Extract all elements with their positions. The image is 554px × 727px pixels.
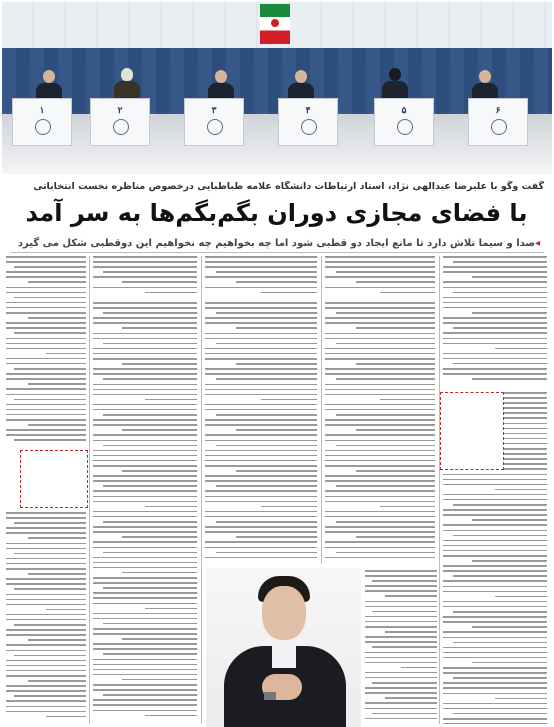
debate-stage-photo	[2, 2, 552, 174]
podium	[468, 98, 528, 146]
body-column-1-top	[6, 256, 86, 446]
podium-number: ۶	[495, 105, 501, 115]
intro-column-right	[443, 256, 547, 386]
podium-logo-icon	[113, 119, 129, 135]
podium-number: ۵	[401, 105, 407, 115]
body-column-1-bottom	[6, 512, 86, 724]
column-divider	[439, 256, 440, 724]
body-column-3	[205, 302, 317, 564]
podium-logo-icon	[301, 119, 317, 135]
podium	[90, 98, 150, 146]
body-column-2	[93, 302, 197, 724]
podium-logo-icon	[207, 119, 223, 135]
podium-number: ۴	[305, 105, 311, 115]
podium	[184, 98, 244, 146]
article-kicker: گفت وگو با علیرضا عبدالهی نژاد، استاد ارتباطات دانشگاه علامه طباطبایی درخصوص مناظره نخست انتخاباتی	[33, 181, 544, 192]
podium-number: ۱	[39, 105, 45, 115]
lead-paragraph-left	[93, 256, 197, 296]
wristwatch-icon	[264, 692, 276, 700]
article-deck	[14, 238, 544, 249]
body-column-4-bottom	[365, 570, 437, 724]
article-headline: با فضای مجازی دوران بگم‌بگم‌ها به سر آمد	[25, 199, 528, 227]
iran-flag-icon	[260, 4, 290, 44]
podium	[374, 98, 434, 146]
podium-logo-icon	[491, 119, 507, 135]
column-divider	[201, 256, 202, 724]
podium-number: ۳	[211, 105, 217, 115]
pull-quote-left	[20, 450, 88, 508]
column-divider	[89, 256, 90, 724]
interviewee-portrait	[206, 568, 361, 727]
pull-quote-right	[440, 392, 504, 470]
podium	[278, 98, 338, 146]
podium-number: ۲	[117, 105, 123, 115]
header-divider	[10, 252, 544, 253]
body-column-4	[325, 302, 435, 564]
podium-logo-icon	[35, 119, 51, 135]
lead-paragraph-center-right	[325, 256, 435, 296]
podium	[12, 98, 72, 146]
podium-logo-icon	[397, 119, 413, 135]
lead-paragraph-center-left	[205, 256, 317, 296]
column-divider	[321, 256, 322, 564]
red-bullet-icon: ◂	[535, 238, 541, 249]
deck-text: صدا و سیما تلاش دارد تا مانع ایجاد دو قطبی شود اما چه بخواهیم چه نخواهیم این دوقطبی شکل می گیرد	[17, 238, 536, 249]
